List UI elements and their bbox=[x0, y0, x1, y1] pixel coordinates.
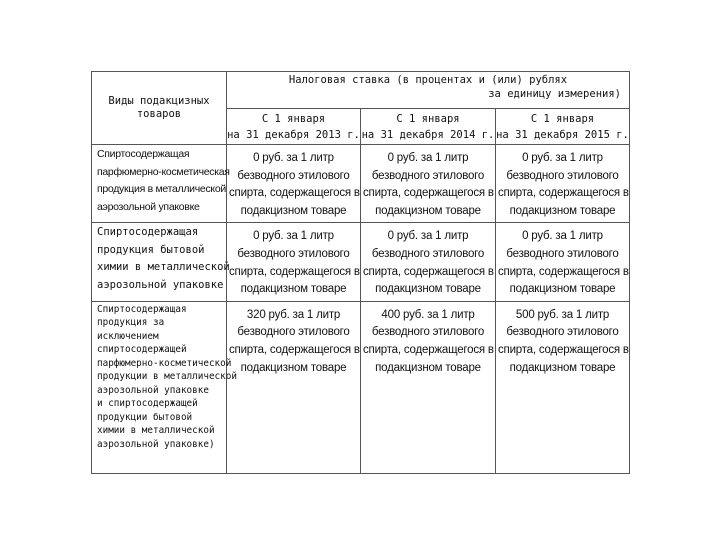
rate-line: спирта, содержащегося в bbox=[498, 265, 629, 278]
rate-line: безводного этилового bbox=[371, 169, 485, 182]
goods-kind-line: аэрозольной упаковке bbox=[97, 278, 224, 291]
goods-kind-line: Спиртосодержащая bbox=[97, 148, 190, 160]
rate-line: 0 руб. за 1 литр bbox=[253, 152, 334, 164]
goods-kind-line: Спиртосодержащая bbox=[97, 226, 199, 239]
rate-line: спирта, содержащегося в bbox=[363, 343, 494, 356]
goods-kind-cell bbox=[92, 145, 230, 223]
rate-cell bbox=[227, 223, 361, 301]
goods-kind-cell bbox=[92, 301, 237, 473]
rate-line: спирта, содержащегося в bbox=[498, 187, 629, 200]
goods-kind-line: продукции бытовой bbox=[97, 411, 193, 423]
rate-line: спирта, содержащегося в bbox=[229, 187, 360, 200]
rate-line: спирта, содержащегося в bbox=[229, 265, 360, 278]
rate-line: подакцизном товаре bbox=[375, 361, 481, 374]
goods-kind-line: продукция за bbox=[97, 317, 165, 329]
rate-line: безводного этилового bbox=[506, 169, 619, 182]
rate-cell bbox=[227, 145, 361, 223]
rate-line: спирта, содержащегося в bbox=[363, 265, 494, 278]
goods-kind-line: спиртосодержащей bbox=[97, 344, 187, 356]
rate-line: 0 руб. за 1 литр bbox=[522, 230, 603, 243]
rate-line: безводного этилового bbox=[237, 169, 350, 182]
goods-kind-line: продукция бытовой bbox=[97, 243, 205, 256]
period-end: на 31 декабря 2013 г. bbox=[227, 129, 360, 141]
rate-line: 500 руб. за 1 литр bbox=[515, 308, 610, 321]
rate-line: безводного этилового bbox=[506, 247, 619, 260]
rate-cell bbox=[227, 301, 361, 473]
period-start: С 1 января bbox=[261, 113, 326, 125]
rate-line: безводного этилового bbox=[237, 247, 350, 260]
rate-line: подакцизном товаре bbox=[240, 361, 347, 374]
table-row bbox=[92, 223, 630, 301]
period-header-2014 bbox=[361, 109, 496, 145]
rate-line: безводного этилового bbox=[506, 326, 619, 339]
period-end: на 31 декабря 2015 г. bbox=[496, 129, 629, 141]
rate-line: 400 руб. за 1 литр bbox=[381, 308, 475, 321]
rate-line: подакцизном товаре bbox=[509, 283, 616, 296]
rate-cell bbox=[361, 145, 496, 223]
rate-cell bbox=[496, 301, 630, 473]
rate-line: подакцизном товаре bbox=[509, 361, 616, 374]
goods-kind-line: аэрозольной упаковке bbox=[97, 384, 209, 396]
rate-line: подакцизном товаре bbox=[240, 204, 347, 217]
rate-line: 0 руб. за 1 литр bbox=[522, 152, 603, 164]
goods-kind-line: исключением bbox=[97, 330, 159, 342]
rate-line: безводного этилового bbox=[371, 247, 485, 260]
rate-cell bbox=[361, 301, 496, 473]
goods-kind-header bbox=[92, 72, 227, 145]
rate-line: спирта, содержащегося в bbox=[229, 343, 360, 356]
goods-kind-line: парфюмерно-косметической bbox=[97, 357, 232, 369]
rate-line: спирта, содержащегося в bbox=[363, 187, 494, 200]
rate-line: безводного этилового bbox=[237, 326, 350, 339]
table-row bbox=[92, 301, 630, 473]
excise-rate-table bbox=[91, 71, 630, 474]
goods-kind-line: химии в металлической bbox=[97, 425, 215, 437]
rate-cell bbox=[496, 223, 630, 301]
rate-line: 0 руб. за 1 литр bbox=[387, 230, 469, 243]
rate-line: 320 руб. за 1 литр bbox=[246, 308, 341, 321]
rate-line: подакцизном товаре bbox=[240, 283, 347, 296]
rate-line: безводного этилового bbox=[371, 326, 485, 339]
goods-kind-header-line: товаров bbox=[136, 108, 182, 120]
goods-kind-line: аэрозольной упаковке bbox=[97, 200, 200, 213]
rate-line: 0 руб. за 1 литр bbox=[253, 230, 334, 243]
rate-line: подакцизном товаре bbox=[509, 204, 616, 217]
period-start: С 1 января bbox=[530, 113, 595, 125]
rate-cell bbox=[496, 145, 630, 223]
period-header-2015 bbox=[496, 109, 630, 145]
rate-line: подакцизном товаре bbox=[375, 283, 481, 296]
header-row bbox=[92, 72, 630, 109]
goods-kind-cell bbox=[92, 223, 230, 301]
rate-line: подакцизном товаре bbox=[375, 204, 481, 217]
period-end: на 31 декабря 2014 г. bbox=[361, 129, 495, 141]
rate-line: спирта, содержащегося в bbox=[498, 343, 629, 356]
period-header-2013 bbox=[227, 109, 361, 145]
goods-kind-line: и спиртосодержащей bbox=[97, 398, 198, 410]
goods-kind-line: продукции в металлической bbox=[97, 371, 237, 383]
period-start: С 1 января bbox=[396, 113, 460, 125]
tax-rate-header-line: за единицу измерения) bbox=[488, 88, 621, 100]
goods-kind-line: химии в металлической bbox=[97, 261, 230, 274]
tax-rate-header bbox=[227, 72, 630, 109]
table-row bbox=[92, 145, 630, 223]
rate-line: 0 руб. за 1 литр bbox=[387, 152, 469, 164]
tax-rate-header-line: Налоговая ставка (в процентах и (или) рублях bbox=[288, 74, 568, 86]
goods-kind-line: продукция в металлической bbox=[97, 183, 226, 195]
goods-kind-line: аэрозольной упаковке) bbox=[97, 438, 215, 450]
rate-cell bbox=[361, 223, 496, 301]
goods-kind-line: Спиртосодержащая bbox=[97, 303, 187, 315]
goods-kind-line: парфюмерно-косметическая bbox=[97, 165, 230, 178]
goods-kind-header-line: Виды подакцизных bbox=[108, 95, 210, 107]
